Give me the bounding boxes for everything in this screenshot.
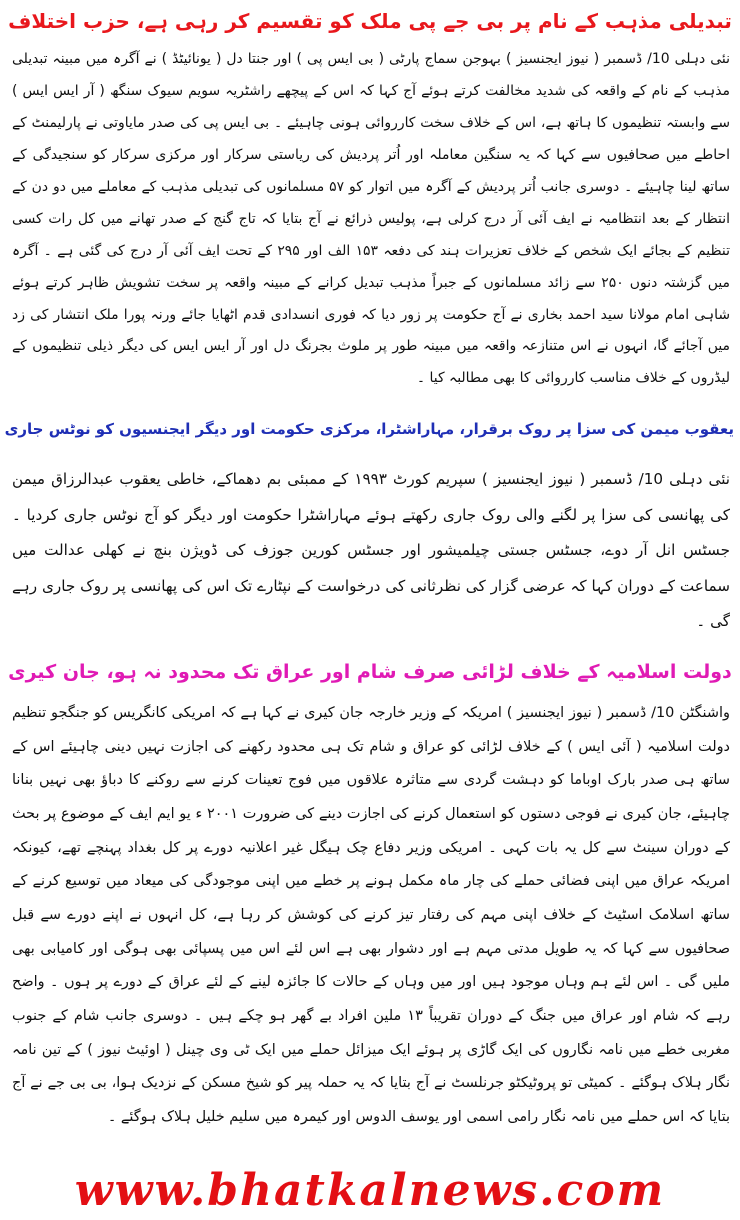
headline-yakub-memon: یعقوب میمن کی سزا پر روک برقرار، مہاراشٹرا، مرکزی حکومت اور دیگر ایجنسیوں کو نوٹس جاری	[4, 420, 734, 438]
headline-religious-conversion: تبدیلی مذہب کے نام پر بی جے پی ملک کو تقسیم کر رہی ہے، حزب اختلاف	[8, 9, 732, 33]
headline-islamic-state-kerry: دولت اسلامیہ کے خلاف لڑائی صرف شام اور عراق تک محدود نہ ہو، جان کیری	[8, 661, 732, 683]
article-body-yakub-memon: نئی دہلی 10/ ڈسمبر ( نیوز ایجنسیز ) سپریم کورٹ ۱۹۹۳ کے ممبئی بم دھماکے، خاطی یعقوب عبدالرزاق میمن کی پھانسی کی سزا پر لگنے والی روک جاری رکھتے ہوئے مہاراشٹرا حکومت اور دیگر کو آج نوٹس جاری کردیا ۔ جسٹس انل آر دوے، جسٹس جستی چیلمیشور اور جسٹس کورین جوزف کی ڈویژن بنچ نے کھلی عدالت میں سماعت کے دوران کہا کہ عرضی گزار کی نظرثانی کی درخواست کے نپٹارے تک اس کی پھانسی پر روک جاری رہے گی ۔	[12, 470, 731, 630]
article-body-islamic-state-kerry: واشنگٹن 10/ ڈسمبر ( نیوز ایجنسیز ) امریکہ کے وزیر خارجہ جان کیری نے کہا ہے کہ امریکی کانگریس کو جنگجو تنظیم دولت اسلامیہ ( آئی ایس ) کے خلاف لڑائی کو عراق و شام تک ہی محدود رکھنے کی اجازت نہیں دینی چاہیئے اس کے ساتھ ہی صدر بارک اوباما کو دہشت گردی سے متاثرہ علاقوں میں فوج تعینات کرنے سے روکنے کا دباؤ بھی نہیں بنانا چاہیئے، جان کیری نے فوجی دستوں کو استعمال کرنے کی اجازت دینے کی ضرورت ۲۰۰۱ ء یو ایم ایف کے موضوع پر بحث کے دوران سینٹ سے کل یہ بات کہی ۔ امریکی وزیر دفاع چک ہیگل غیر اعلانیہ دورے پر کل بغداد پہنچے تھے، کیونکہ امریکہ عراق میں اپنی فضائی حملے کی چار ماہ مکمل ہونے پر خطے میں اپنی موجودگی کی میعاد میں توسیع کرنے کے ساتھ اسلامک اسٹیٹ کے خلاف اپنی مہم کی رفتار تیز کرنے کی کوشش کر رہا ہے، کل انہوں نے اپنے دورے سے قبل صحافیوں سے کہا کہ یہ طویل مدتی مہم ہے اور دشوار بھی ہے اس لئے اس میں پسپائی بھی ہوگی اور کامیابی بھی ملیں گی ۔ اس لئے ہم وہاں موجود ہیں اور میں وہاں کے حالات کا جائزہ لینے کے لئے عراق کے دورے پر ہوں ۔ واضح رہے کہ شام اور عراق میں جنگ کے دوران تقریباً ۱۳ ملین افراد بے گھر ہو چکے ہیں ۔ دوسری جانب شام کے جنوب مغربی خطے میں نامہ نگاروں کی ایک گاڑی پر ہوئے ایک میزائل حملے میں ایک ٹی وی چینل ( اوئیٹ نیوز ) کے تین نامہ نگار ہلاک ہوگئے ۔ کمیٹی تو پروٹیکٹو جرنلسٹ نے آج بتایا کہ یہ حملہ پیر کو شیخ مسکن کے نزدیک ہوا، بی بی جے نے آج بتایا کہ اس حملے میں نامہ نگار رامی اسمی اور یوسف الدوس اور کیمرہ میں سلیم خلیل ہلاک ہوگئے ۔	[12, 705, 730, 1125]
article-body-religious-conversion: نئی دہلی 10/ ڈسمبر ( نیوز ایجنسیز ) بہوجن سماج پارٹی ( بی ایس پی ) اور جنتا دل ( یونائیٹڈ ) نے آگرہ میں مبینہ تبدیلی مذہب کے نام کے واقعہ کی شدید مخالفت کرتے ہوئے آج کہا کہ اس کے پیچھے راشٹریہ سویم سیوک سنگھ ( آر ایس ایس ) سے وابستہ تنظیموں کا ہاتھ ہے، اس کے خلاف سخت کارروائی ہونی چاہیئے ۔ بی ایس پی کی صدر مایاوتی نے پارلیمنٹ کے احاطے میں صحافیوں سے کہا کہ یہ سنگین معاملہ اور اُتر پردیش کی ریاستی سرکار اور مرکزی سرکار کو سنجیدگی کے ساتھ لینا چاہیئے ۔ دوسری جانب اُتر پردیش کے آگرہ میں اتوار کو ۵۷ مسلمانوں کی تبدیلی مذہب کے معاملے میں دو دن کے انتظار کے بعد انتظامیہ نے ایف آئی آر درج کرلی ہے، پولیس ذرائع نے آج بتایا کہ تاج گنج کے صدر تھانے میں کل رات کسی تنظیم کے بجائے ایک شخص کے خلاف تعزیرات ہند کی دفعہ ۱۵۳ الف اور ۲۹۵ کے تحت ایف آئی آر درج کی گئی ہے ۔ آگرہ میں گزشتہ دنوں ۲۵۰ سے زائد مسلمانوں کے جبراً مذہب تبدیل کرانے کے مبینہ واقعہ پر سخت تشویش ظاہر کرتے ہوئے شاہی امام مولانا سید احمد بخاری نے آج حکومت پر زور دیا کہ فوری انسدادی قدم اٹھایا جائے ورنہ پورا ملک انتشار کی زد میں آجائے گا، انہوں نے اس متنازعہ واقعہ میں مبینہ طور پر ملوث بجرنگ دل اور آر ایس ایس کی دیگر ذیلی تنظیموں کے لیڈروں کے خلاف مناسب کارروائی کا بھی مطالبہ کیا ۔	[12, 51, 731, 387]
website-url[interactable]: www.bhatkalnews.com	[74, 1165, 666, 1216]
